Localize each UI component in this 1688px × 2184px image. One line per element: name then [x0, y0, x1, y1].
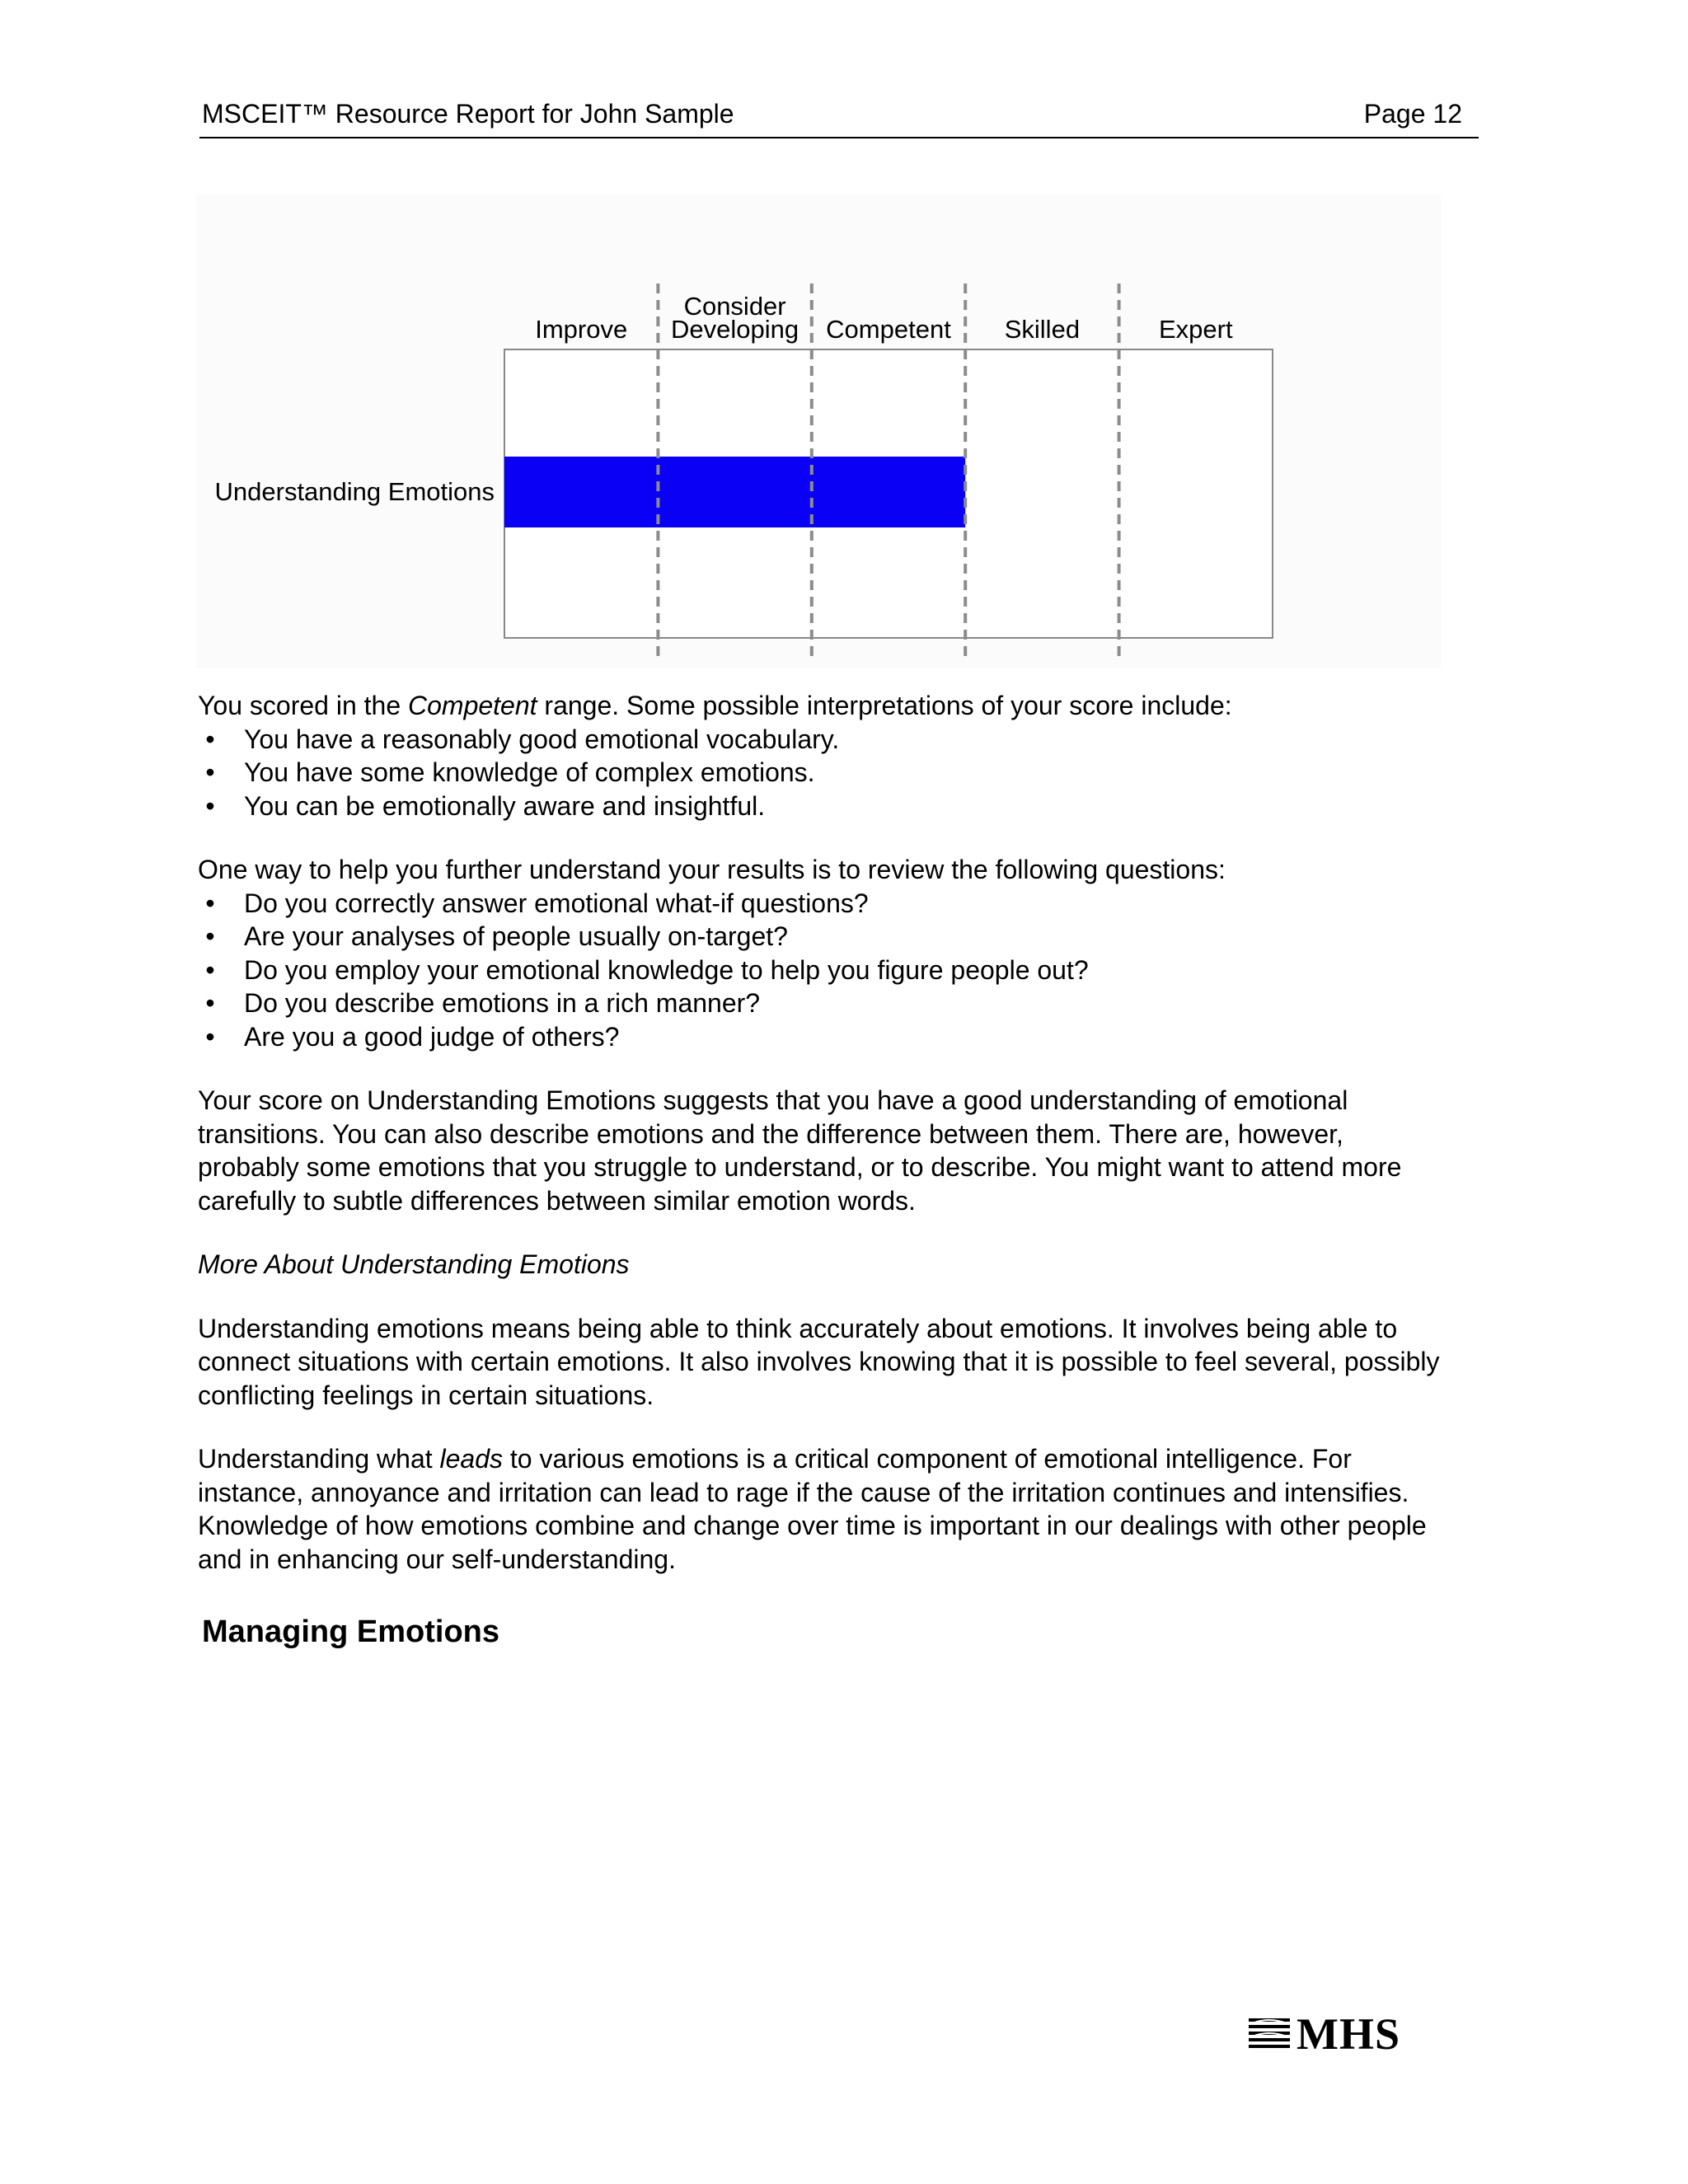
list-item — [198, 1020, 1451, 1054]
score-chart — [196, 194, 1441, 668]
bullet-icon: • — [205, 954, 215, 985]
section-heading-managing-emotions: Managing Emotions — [202, 1615, 499, 1649]
band-label-consider-developing: Developing — [671, 315, 799, 344]
bullet-icon: • — [205, 724, 215, 754]
bullet-icon: • — [205, 888, 215, 918]
list-item-text: Are your analyses of people usually on-target? — [244, 921, 788, 951]
list-item-text: Do you employ your emotional knowledge to help you figure people out? — [244, 954, 1089, 985]
list-item — [198, 756, 1451, 790]
interpretation-list — [198, 723, 1451, 823]
page-number: Page 12 — [1363, 99, 1462, 129]
list-item-text: You have some knowledge of complex emotions. — [244, 757, 815, 787]
leads-emphasis: leads — [439, 1444, 504, 1474]
mhs-logo — [1249, 2009, 1414, 2059]
score-chart-svg — [196, 194, 1441, 668]
bar-understanding-emotions — [504, 457, 965, 527]
list-item — [198, 790, 1451, 823]
list-item — [198, 954, 1451, 987]
bullet-icon: • — [205, 1021, 215, 1052]
page-header — [199, 97, 1479, 138]
leads-paragraph — [198, 1442, 1451, 1576]
band-label-skilled: Skilled — [1004, 315, 1081, 344]
list-item — [198, 987, 1451, 1020]
bullet-icon: • — [205, 790, 215, 821]
list-item-text: Do you describe emotions in a rich manner? — [244, 988, 761, 1018]
list-item — [198, 920, 1451, 954]
mhs-logo-icon — [1249, 2017, 1292, 2053]
leads-text-start: Understanding what — [198, 1444, 440, 1474]
band-label-consider-developing: Consider — [683, 292, 786, 321]
leads-text-end: to various emotions is a critical component of emotional intelligence. For instance, annoyance and irritation can lead to rage if the cause of the irritation continues and intensifies. Knowledge of how emotions combine and change over time is important in our dealings with other people and in enhancing our self-understanding. — [198, 1444, 1427, 1574]
bullet-icon: • — [205, 988, 215, 1018]
report-body — [198, 689, 1451, 1649]
list-item-text: You can be emotionally aware and insightful. — [244, 790, 766, 821]
band-label-competent: Competent — [826, 315, 951, 344]
band-label-improve: Improve — [535, 315, 628, 344]
score-intro-text: You scored in the — [198, 691, 408, 720]
more-about-heading-text: More About Understanding Emotions — [198, 1249, 630, 1279]
bullet-icon: • — [205, 921, 215, 951]
score-intro-tail: range. Some possible interpretations of your score include: — [537, 691, 1232, 720]
score-paragraph: Your score on Understanding Emotions suggests that you have a good understanding of emotional transitions. You can also describe emotions and the difference between them. There are, however, probably some emotions that you struggle to understand, or to describe. You might want to attend more carefully to subtle differences between similar emotion words. — [198, 1085, 1402, 1216]
report-title: MSCEIT™ Resource Report for John Sample — [202, 99, 734, 129]
band-label-expert: Expert — [1158, 315, 1233, 344]
list-item — [198, 887, 1451, 921]
category-label: Understanding Emotions — [214, 477, 495, 506]
more-about-paragraph: Understanding emotions means being able to think accurately about emotions. It involves being able to connect situations with certain emotions. It also involves knowing that it is possible to feel several, possibly conflicting feelings in certain situations. — [198, 1313, 1440, 1410]
questions-intro: One way to help you further understand your results is to review the following questions: — [198, 855, 1226, 884]
list-item-text: You have a reasonably good emotional vocabulary. — [244, 724, 840, 754]
score-intro — [198, 689, 1451, 723]
score-range: Competent — [408, 691, 537, 720]
bullet-icon: • — [205, 757, 215, 787]
more-about-heading — [198, 1248, 1451, 1282]
list-item-text: Do you correctly answer emotional what-if questions? — [244, 888, 869, 918]
mhs-logo-text: MHS — [1296, 2009, 1401, 2059]
list-item-text: Are you a good judge of others? — [244, 1021, 620, 1052]
question-list — [198, 887, 1451, 1054]
list-item — [198, 723, 1451, 757]
